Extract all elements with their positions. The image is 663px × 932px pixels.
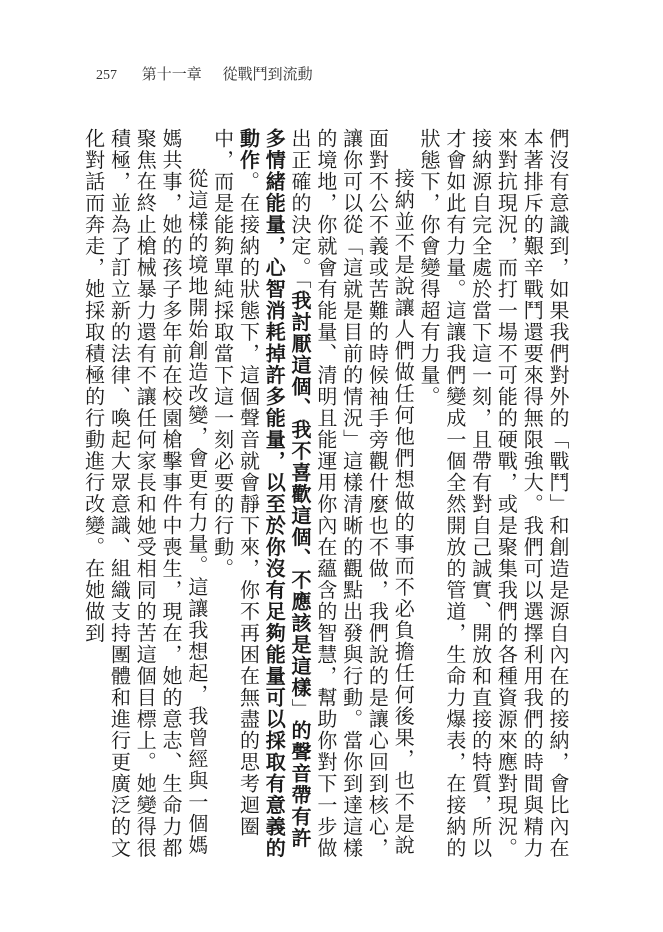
vertical-text-body: [81, 128, 570, 868]
chapter-title: 從戰鬥到流動: [222, 65, 313, 83]
running-header: [96, 63, 313, 84]
chapter-label: 第十一章: [141, 65, 202, 83]
paragraph-continuation: [415, 128, 570, 868]
text-run: 。在接納的狀態下，這個聲音就會靜下來，你不再困在無盡的思考迴圈中，而是能夠單純採取當下這一刻必要的行動。: [210, 128, 261, 838]
paragraph-change: [80, 128, 209, 868]
bold-text-run: 的聲音帶有許多情緒能量，心智消耗掉許多能量，以至於你沒有足夠能量可以採取有意義的動作: [236, 128, 313, 859]
text-run: 接納並不是說讓人們做任何他們想做的事而不必負擔任何後果，也不是說面對不公不義或苦難的時候袖手旁觀什麼也不做，我們說的是讓心回到核心，讓你可以從「這就是目前的情況」這樣清晰的觀點出發與行動。當你到達這樣的境地，你就會有能量、清明且能運用你內在蘊含的智慧，幫助你對下一步做出正確的決定。「: [288, 128, 416, 859]
text-run: 們沒有意識到，如果我們對外的「戰鬥」和創造是源自內在的接納，會比內在本著排斥的艱辛戰鬥還要來得無限強大。我們可以選擇利用我們的時間與精力來對抗現況，而打一場不可能的硬戰，或是聚集我們的各種資源來應對現況。接納源自完全處於當下這一刻，且帶有對自己誠實、開放和直接的特質，所以才會如此有力量。這讓我們變成一個全然開放的管道，生命力爆表，在接納的狀態下，你會變得超有力量。: [417, 128, 570, 859]
page-number: 257: [96, 68, 117, 83]
bold-text-run: 我討厭這個、我不喜歡這個、不應該是這樣: [288, 290, 313, 699]
paragraph-acceptance: [209, 128, 415, 868]
text-run: 」: [288, 698, 313, 720]
text-run: 從這樣的境地開始創造改變，會更有力量。這讓我想起，我曾經與一個媽媽共事，她的孩子多年前在校園槍擊事件中喪生，現在，她的意志、生命力都聚焦在終止槍械暴力還有不讓任何家長和她受相同的苦這個目標上。她變得很積極，並為了訂立新的法律、喚起大眾意識、組織支持團體和進行更廣泛的文化對話而奔走，她採取積極的行動進行改變。在她做到: [81, 128, 209, 859]
